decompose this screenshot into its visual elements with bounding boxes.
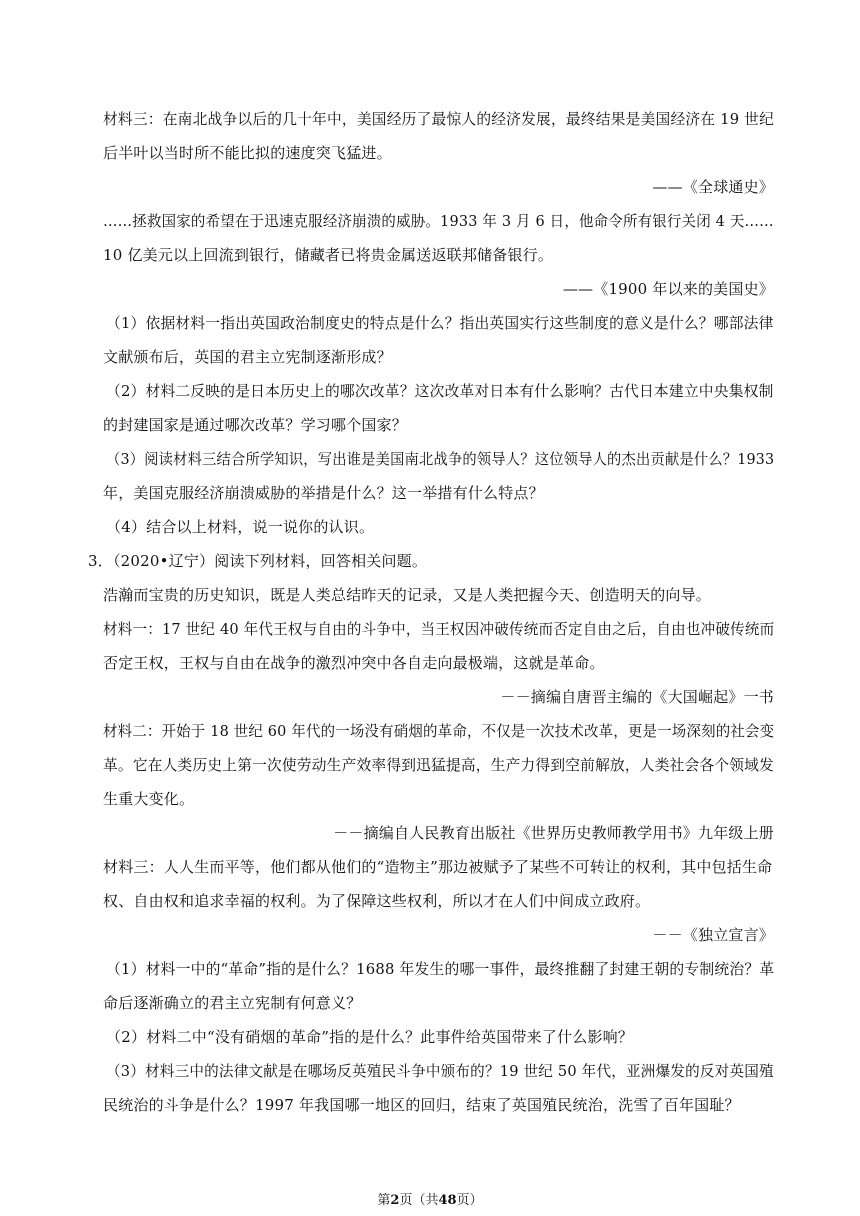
- text-line: 生重大变化。: [103, 790, 195, 808]
- page-number: 2: [390, 1193, 400, 1208]
- citation-line: ——《1900 年以来的美国史》: [562, 280, 774, 298]
- text-line: 革。它在人类历史上第一次使劳动生产效率得到迅猛提高，生产力得到空前解放，人类社会各个领域发: [103, 756, 775, 774]
- text-line: 材料一：17 世纪 40 年代王权与自由的斗争中，当王权因冲破传统而否定自由之后，自由也冲破传统而: [103, 620, 775, 638]
- question-line: 文献颁布后，英国的君主立宪制逐渐形成？: [103, 348, 392, 366]
- text-line: 后半叶以当时所不能比拟的速度突飞猛进。: [103, 144, 392, 162]
- text-line: 浩瀚而宝贵的历史知识，既是人类总结昨天的记录，又是人类把握今天、创造明天的向导。: [103, 586, 712, 604]
- text-line: 材料三：人人生而平等，他们都从他们的“造物主”那边被赋予了某些不可转让的权利，其中包括生命: [103, 858, 773, 876]
- footer-suffix: 页）: [456, 1193, 483, 1208]
- text-line: 否定王权，王权与自由在战争的激烈冲突中各自走向最极端，这就是革命。: [103, 654, 605, 672]
- question-heading: 3．（2020•辽宁）阅读下列材料，回答相关问题。: [88, 552, 428, 570]
- question-line: （1）依据材料一指出英国政治制度史的特点是什么？指出英国实行这些制度的意义是什么？哪部法律: [106, 314, 774, 332]
- text-line: 10 亿美元以上回流到银行，储藏者已将贵金属送返联邦储备银行。: [103, 246, 554, 264]
- total-pages: 48: [438, 1193, 457, 1208]
- text-line: 材料三：在南北战争以后的几十年中，美国经历了最惊人的经济发展，最终结果是美国经济在 19 世纪: [103, 110, 775, 128]
- footer-middle: 页（共: [399, 1193, 439, 1208]
- question-line: 年，美国克服经济崩溃威胁的举措是什么？这一举措有什么特点？: [103, 484, 544, 502]
- citation-line: ——《全球通史》: [652, 178, 774, 196]
- question-line: （3）材料三中的法律文献是在哪场反英殖民斗争中颁布的？19 世纪 50 年代，亚洲爆发的反对英国殖: [106, 1062, 774, 1080]
- citation-line: －－《独立宣言》: [652, 926, 774, 944]
- question-line: （4）结合以上材料，说一说你的认识。: [106, 518, 375, 536]
- citation-line: －－摘编自唐晋主编的《大国崛起》一书: [500, 688, 774, 706]
- text-line: 权、自由权和追求幸福的权利。为了保障这些权利，所以才在人们中间成立政府。: [103, 892, 651, 910]
- footer-prefix: 第: [377, 1193, 391, 1208]
- question-line: 的封建国家是通过哪次改革？学习哪个国家？: [103, 416, 408, 434]
- text-line: ……拯救国家的希望在于迅速克服经济崩溃的威胁。1933 年 3 月 6 日，他命令所有银行关闭 4 天……: [103, 212, 774, 230]
- citation-line: －－摘编自人民教育出版社《世界历史教师教学用书》九年级上册: [333, 824, 774, 842]
- question-line: （2）材料二中“没有硝烟的革命”指的是什么？此事件给英国带来了什么影响？: [106, 1028, 634, 1046]
- question-line: 民统治的斗争是什么？1997 年我国哪一地区的回归，结束了英国殖民统治，洗雪了百年国耻？: [103, 1096, 740, 1114]
- question-line: （2）材料二反映的是日本历史上的哪次改革？这次改革对日本有什么影响？古代日本建立中央集权制: [106, 382, 774, 400]
- question-line: （3）阅读材料三结合所学知识，写出谁是美国南北战争的领导人？这位领导人的杰出贡献是什么？1933: [106, 450, 775, 468]
- question-line: （1）材料一中的“革命”指的是什么？1688 年发生的哪一事件，最终推翻了封建王朝的专制统治？革: [106, 960, 775, 978]
- text-line: 材料二：开始于 18 世纪 60 年代的一场没有硝烟的革命，不仅是一次技术改革，更是一场深刻的社会变: [103, 722, 775, 740]
- page-footer: [0, 1189, 860, 1208]
- question-line: 命后逐渐确立的君主立宪制有何意义？: [103, 994, 362, 1012]
